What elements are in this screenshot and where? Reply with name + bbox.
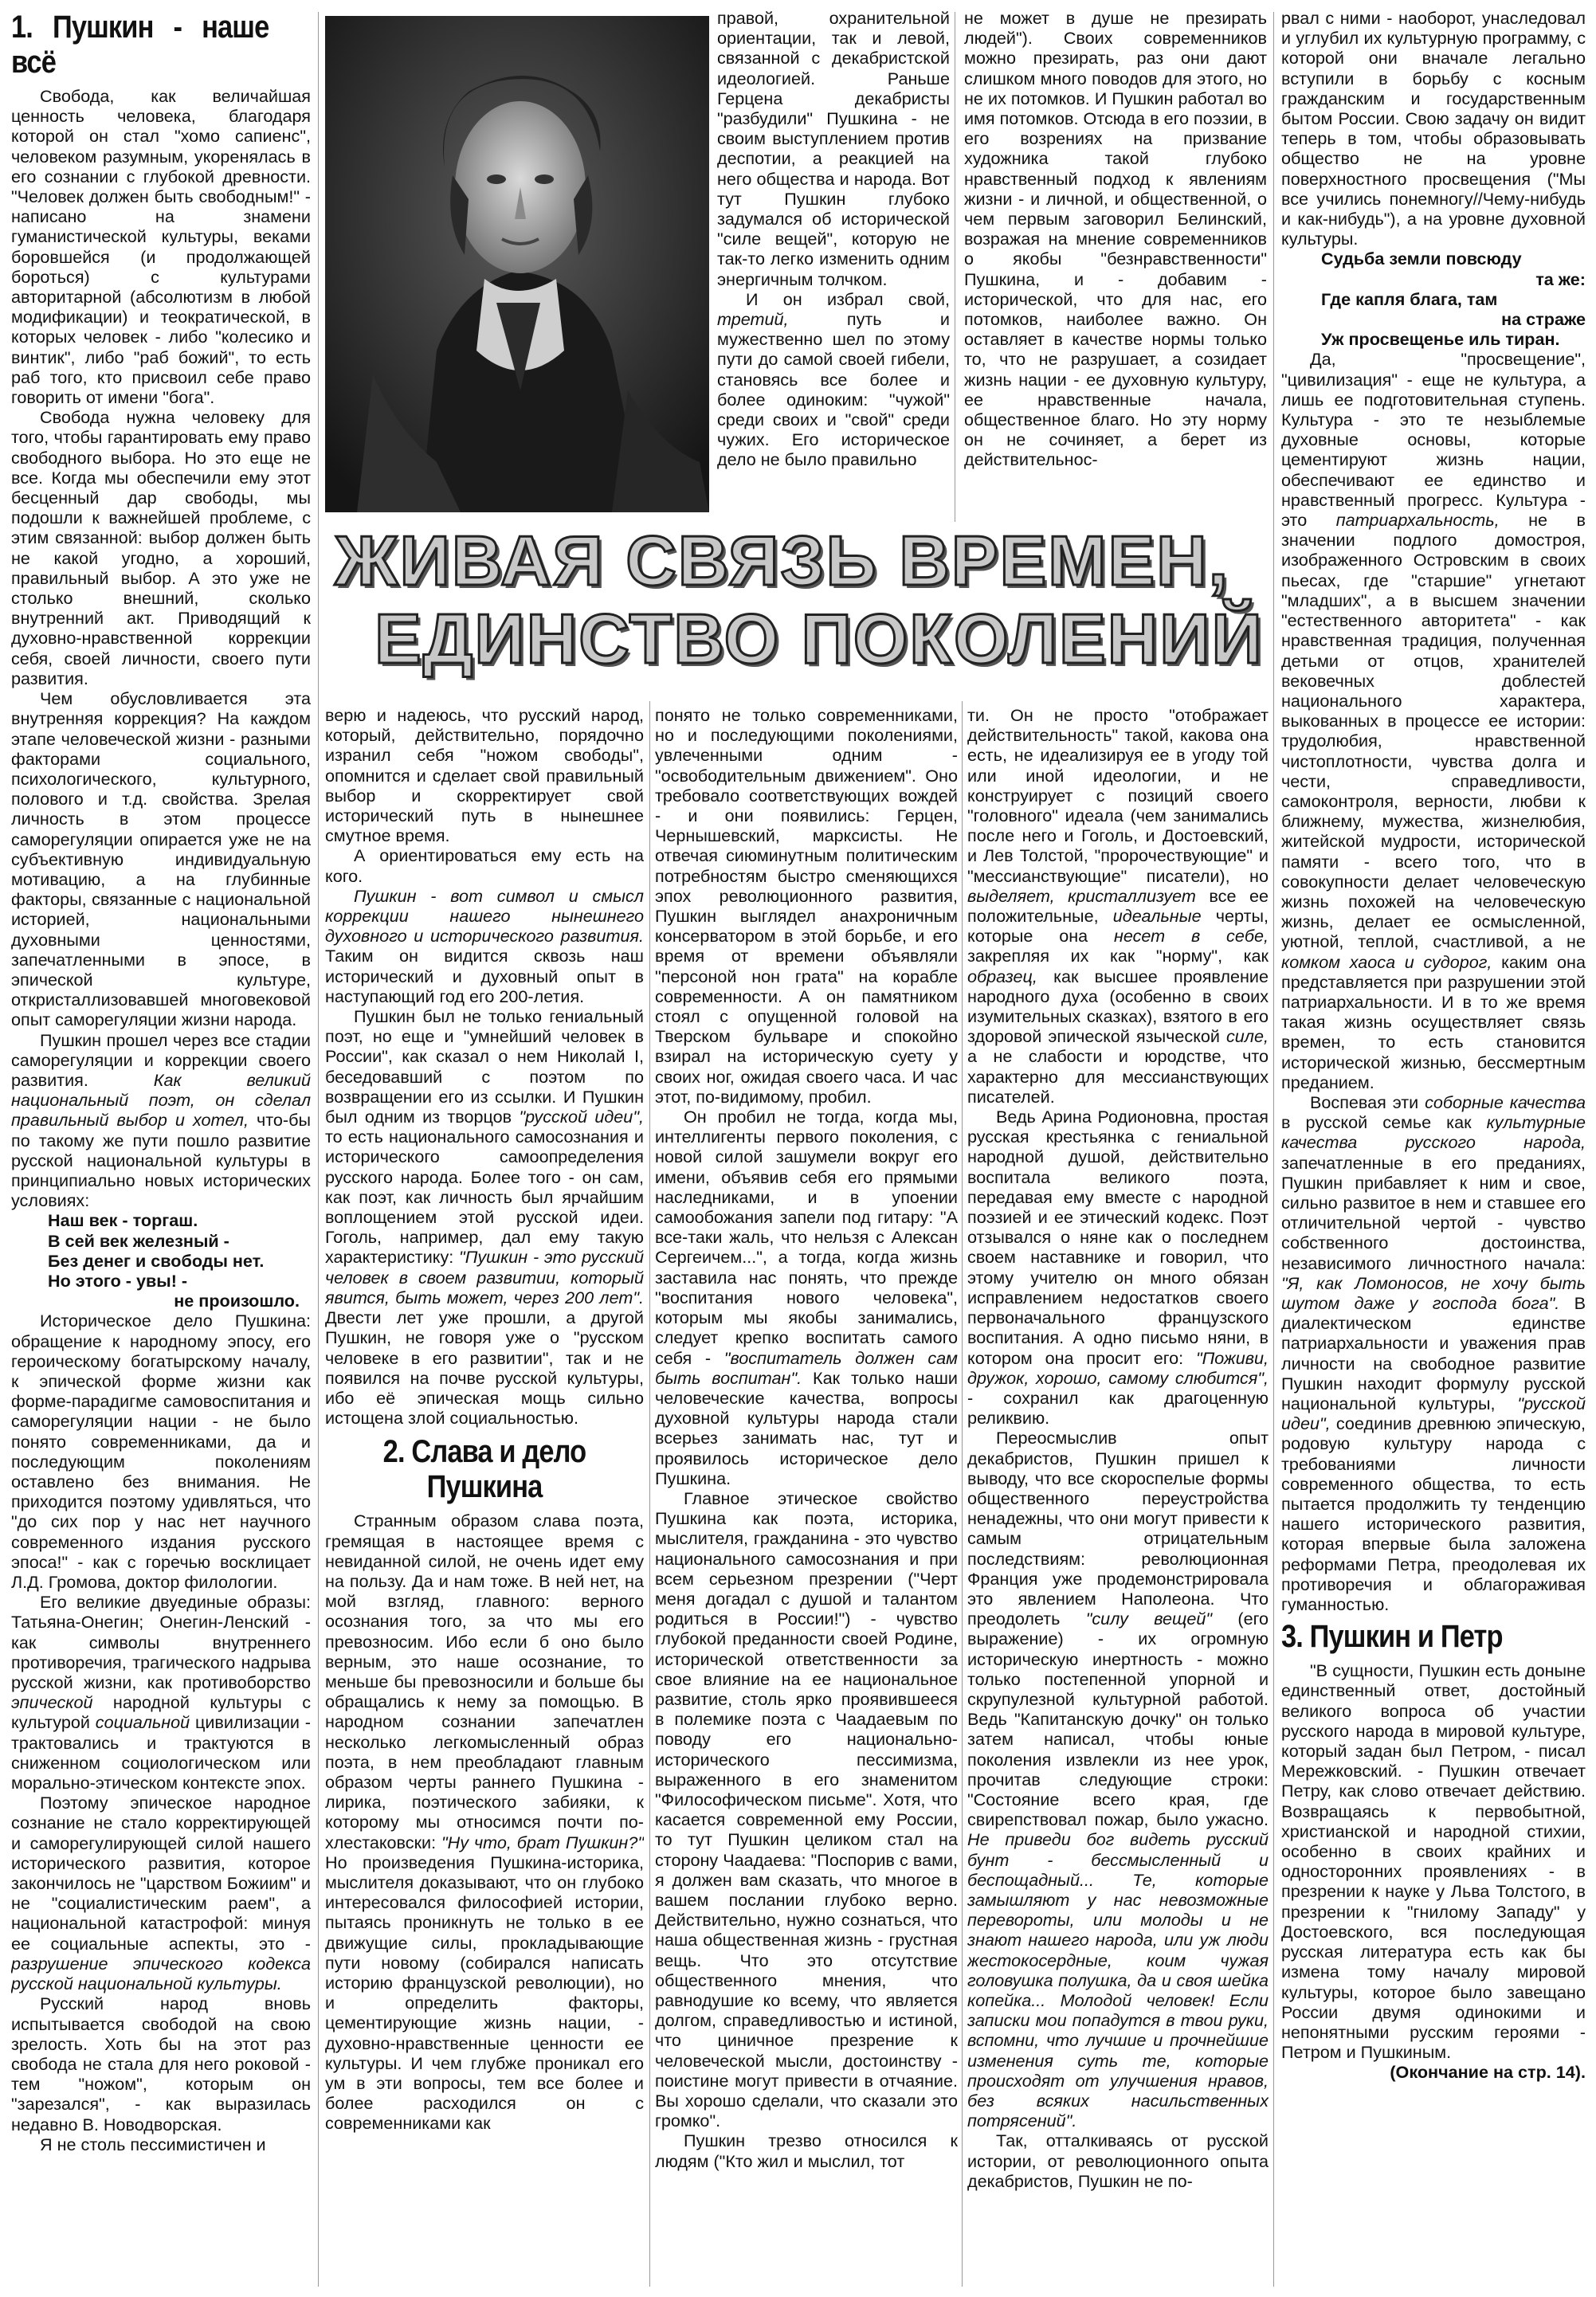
paragraph: А ориентироваться ему есть на кого. xyxy=(325,845,644,886)
paragraph: понято не только современниками, но и последующими поколениями, увлеченными одним - "освободительным движением". Оно требовало соответствующих вождей - и они появились: Герцен, Чернышевский, марксисты. Не отвечая сиюминутным политическим потребностям быстро сменяющихся эпох революционного развития, Пушкин выглядел анахроничным консерватором в этой борьбе, и его время от времени объявляли "персоной нон грата" на корабле современности. А он памятником стоял с опущенной головой на Тверском бульваре и спокойно взирал на историческую суету у своих ног, ожидая своего часа. И час этот, по-видимому, пробил. xyxy=(655,705,958,1107)
paragraph: не может в душе не презирать людей"). Своих современников можно презирать, раз они дают слишком много поводов для этого, но не их потомков. И Пушкин работал во имя потомков. Отсюда в его поэзии, в его возрениях на призвание художника такой глубоко нравственный подход к явлениям жизни - и личной, и общественной, о чем первым заговорил Белинский, возражая на мнение современников о якобы "безнравственности" Пушкина, и - добавим - исторической, что для нас, его потомков, наиболее важно. Он оставляет в качестве нормы только то, что не разрушает, а созидает жизнь нации - ее духовную культуру, ее нравственные начала, общественное благо. Но эту норму он не сочиняет, а берет из действительнос- xyxy=(964,8,1267,470)
pushkin-portrait-icon xyxy=(325,16,709,512)
verse-line: Без денег и свободы нет. xyxy=(48,1250,265,1271)
section-2-title: 2. Слава и дело Пушкина xyxy=(382,1434,586,1505)
paragraph: Свобода нужна человеку для того, чтобы гарантировать ему право свободного выбора. Но это еще не все. Когда мы обеспечили ему этот бесценный дар свободы, мы подошли к важнейшей проблеме, с этим связанной: выбор должен быть не какой угодно, а хороший, правильный выбор. А это уже не столько внешний, сколько внутренний акт. Приводящий к духовно-нравственной коррекции себя, своей личности, своего пути развития. xyxy=(11,407,311,688)
paragraph: Ведь Арина Родионовна, простая русская крестьянка с гениальной народной душой, действительно воспитала великого поэта, передавая ему вместе с народной поэзией и ее этический кодекс. Поэт отзывался о няне как о последнем своем наставнике и говорил, что этому учителю он много обязан исправлением недостатков своего первоначального французского воспитания. А одно письмо няни, в котором она просит его: "Поживи, дружок, хорошо, самому слюбится", - сохранил как драгоценную реликвию. xyxy=(967,1107,1269,1429)
paragraph: Так, отталкиваясь от русской истории, от революционного опыта декабристов, Пушкин не по- xyxy=(967,2130,1269,2191)
column-lower-2 xyxy=(655,705,958,2291)
portrait-drawing xyxy=(325,16,709,512)
verse-line: Уж просвещенье иль тиран. xyxy=(1321,329,1560,350)
paragraph: "В сущности, Пушкин есть доныне единственный ответ, достойный великого вопроса об участии русского народа в мировой культуре, который задан был Петром, - писал Мережковский. - Пушкин отвечает Петру, как слово отвечает действию. Возвращаясь к первобытной, христианской и народной стихии, особенно в своих крайних и односторонних проявлениях - в презрении к науке у Льва Толстого, в презрении к "гнилому Западу" у Достоевского, вся последующая русская литература есть как бы измена тому началу мировой культуры, которое было завещано России двумя одинокими и непонятными русским героями - Петром и Пушкиным. xyxy=(1281,1660,1586,2063)
section-3-title: 3. Пушкин и Петр xyxy=(1281,1619,1503,1655)
paragraph: Свобода, как величайшая ценность человека, благодаря которой он стал "хомо сапиенс", человеком разумным, укоренялась в его сознании с глубокой древности. "Человек должен быть свободным!" - написано на знамени гуманистической культуры, веками боровшейся (и продолжающей бороться) с культурами авторитарной (абсолютизм в любой модификации) и теократической, в которых человек - либо "колесико и винтик", либо "раб божий", то есть раб того, кто присвоил себе право говорить от имени "бога". xyxy=(11,86,311,408)
paragraph: И он избрал свой, третий, путь и мужественно шел по этому пути до самой своей гибели, становясь все более и более одиноким: "чужой" среди своих и "свой" среди чужих. Его историческое дело не было правильно xyxy=(717,288,950,470)
column-lower-1 xyxy=(325,705,644,2291)
paragraph: рвал с ними - наоборот, унаследовал и углубил их культурную программу, с которой они вначале легально вступили в борьбу с косным гражданским и государственным бытом России. Свою задачу он видит теперь в том, чтобы образовывать общество не на уровне поверхностного просвещения ("Мы все учились понемногу//Чему-нибудь и как-нибудь"), а на уровне духовной культуры. xyxy=(1281,8,1586,249)
paragraph: Я не столь пессимистичен и xyxy=(40,2134,266,2154)
column-1 xyxy=(11,8,311,2291)
paragraph: Да, "просвещение", "цивилизация" - еще не культура, а лишь ее подготовительная ступень. Культура - это те незыблемые духовные основы, которые цементируют жизнь нации, обеспечивают ее единство и нравственный прогресс. Культура - это патриархальность, не в значении подлого домостроя, изображенного Островским в своих пьесах, где "старшие" угнетают "младших", а в высшем значении "естественного авторитета" - как нравственная традиция, полученная детьми от отцов, хранителей вековечных доблестей национального характера, выкованных в процессе ее истории: трудолюбия, нравственной чистоплотности, чувства долга и чести, справедливости, самоконтроля, верности, любви к ближнему, мужества, жизнелюбия, житейской мудрости, исторической памяти - всего того, что в совокупности делает человеческую жизнь похожей на человеческую жизнь, делает ее осмысленной, уютной, теплой, счастливой, а не комком хаоса и судорог, каким она представляется при разрушении этой патриархальности. И в то же время такая жизнь осуществляет связь времен, то есть становится исторической жизнью, бессмертным преданием. xyxy=(1281,349,1586,1092)
paragraph: Поэтому эпическое народное сознание не стало корректирующей и саморегулирующей силой нашего исторического развития, которое закончилось не "царством Божиим" и не "социалистическим раем", а национальной катастрофой: минуя ее социальные аспекты, это - разрушение эпического кодекса русской национальной культуры. xyxy=(11,1793,311,1994)
paragraph: Странным образом слава поэта, гремящая в настоящее время с невиданной силой, не очень идет ему на пользу. Да и нам тоже. В ней нет, на мой взгляд, главного: верного осознания того, за что мы его превозносим. Ибо если б оно было верным, это наше осознание, то меньше бы превозносили и больше бы обращались к нему за помощью. В народном сознании запечатлен несколько легкомысленный образ поэта, в нем преобладают главным образом черты раннего Пушкина - лирика, поэтического забияки, к которому мы относимся почти по-хлестаковски: "Ну что, брат Пушкин?" Но произведения Пушкина-историка, мыслителя доказывают, что он глубоко интересовался философией истории, пытаясь проникнуть не только в ее движущие силы, прокладывающие пути новому (собирался написать историю французской революции), но и определить факторы, цементирующие жизнь нации, - духовно-нравственные ценности ее культуры. И чем глубже проникал его ум в эти вопросы, тем все более и более расходился он с современниками как xyxy=(325,1511,644,2134)
verse-quote xyxy=(11,1210,311,1311)
paragraph: Пушкин прошел через все стадии саморегуляции и коррекции своего развития. Как великий национальный поэт, он сделал правильный выбор и хотел, что-бы по такому же пути пошло развитие русской национальной культуры в принципиально новых исторических условиях: xyxy=(11,1029,311,1211)
verse-line: на страже xyxy=(1501,309,1586,330)
paragraph: Пушкин трезво относился к людям ("Кто жил и мыслил, тот xyxy=(655,2130,958,2171)
verse-line: В сей век железный - xyxy=(48,1230,229,1251)
verse-line: Где капля блага, там xyxy=(1321,288,1498,309)
column-3-top xyxy=(964,8,1267,522)
verse-line: Судьба земли повсюду xyxy=(1321,249,1522,269)
paragraph: верю и надеюсь, что русский народ, который, действительно, порядочно изранил себя "ножом свободы", опомнится и сделает свой правильный выбор и скорректирует свой исторический путь в нынешнее смутное время. xyxy=(325,705,644,846)
verse-line: Но этого - увы! - xyxy=(48,1270,188,1291)
column-rule xyxy=(962,701,963,2287)
paragraph: Чем обусловливается эта внутренняя коррекция? На каждом этапе человеческой жизни - разными факторами социального, психологического, культурного, полового и т.д. свойства. Зрелая личность в этом процессе саморегуляции опирается уже не на субъективную индивидуальную мотивацию, а на глубинные факторы, связанные с национальной историей, национальными духовными ценностями, запечатленными в эпосе, в эпической культуре, откристаллизовавшей многовековой опыт саморегуляции жизни народа. xyxy=(11,688,311,1030)
verse-line: та же: xyxy=(1535,269,1586,289)
paragraph: Историческое дело Пушкина: обращение к народному эпосу, его героическому богатырскому началу, к эпической форме жизни как форме-парадигме самовоспитания и саморегуляции нации - не было понято современниками, да и последующим поколениям оставлено без внимания. Не приходится поэтому удивляться, что "до сих пор у нас нет научного современного издания русского эпоса!" - как с горечью восклицает Л.Д. Громова, доктор филологии. xyxy=(11,1311,311,1593)
column-4 xyxy=(1281,8,1586,2291)
section-1-title: 1. Пушкин - наше всё xyxy=(11,10,269,80)
verse-line: Наш век - торгаш. xyxy=(48,1210,198,1231)
paragraph: правой, охранительной ориентации, так и левой, связанной с декабристской идеологией. Раньше Герцена декабристы "разбудили" Пушкина - не своим выступлением против деспотии, а реакцией на него общества и народа. Вот тут Пушкин глубоко задумался об исторической "силе вещей", которую не так-то легко изменить одним энергичным толчком. xyxy=(717,8,950,289)
column-lower-3 xyxy=(967,705,1269,2291)
paragraph: Его великие двуединые образы: Татьяна-Онегин; Онегин-Ленский - как символы внутреннего противоречия, трагического надрыва русской жизни, как противоборство эпической народной культуры с культурой социальной цивилизации - трактовались и трактуются в сниженном социологическом или морально-этическом контексте эпох. xyxy=(11,1592,311,1793)
column-rule xyxy=(1273,12,1274,2287)
paragraph: Пушкин был не только гениальный поэт, но еще и "умнейший человек в России", как сказал о нем Николай I, беседовавший с поэтом по возвращении его из ссылки. И Пушкин был одним из творцов "русской идеи", то есть национального самосознания и исторического самоопределения русского народа. Более того - он сам, как поэт, как личность был ярчайшим воплощением этой русской идеи. Гоголь, например, дал ему такую характеристику: "Пушкин - это русский человек в своем развитии, который явится, быть может, через 200 лет". Двести лет уже прошли, а другой Пушкин, не говоря уже о "русском человеке в его развитии", так и не появился на почве русской культуры, ибо её эпическая мощь сильно истощена злой социальностью. xyxy=(325,1006,644,1429)
paragraph: Главное этическое свойство Пушкина как поэта, историка, мыслителя, гражданина - это чувство национального самосознания и при всем серьезном презрении ("Черт меня догадал с душой и талантом родиться в России!") - чувство глубокой преданности своей Родине, исторической ответственности за свое влияние на ее национальное развитие, столь ярко проявившееся в полемике поэта с Чаадаевым по поводу его национально-исторического пессимизма, выраженного в его знаменитом "Философическом письме". Хотя, что касается современной ему России, то тут Пушкин целиком стал на сторону Чаадаева: "Поспорив с вами, я должен вам сказать, что многое в вашем послании глубоко верно. Действительно, нужно сознаться, что наша общественная жизнь - грустная вещь. Что это отсутствие общественного мнения, что равнодушие ко всему, что является долгом, справедливостью и истиной, что циничное презрение к человеческой мысли, достоинству - поистине могут привести в отчаяние. Вы хорошо сделали, что сказали это громко". xyxy=(655,1488,958,2131)
paragraph: ти. Он не просто "отображает действительность" такой, какова она есть, не идеализируя ее в угоду той или иной идеологии, и не конструирует с позиций своего "головного" идеала (чем занимались после него и Гоголь, и Достоевский, и Лев Толстой, "пророчествующие" и "мессианствующие" писатели), но выделяет, кристаллизует все ее положительные, идеальные черты, которые она несет в себе, закрепляя их как "норму", как образец, как высшее проявление народного духа (особенно в своих изумительных сказках), взятого в его здоровой эпической языческой силе, а не слабости и юродстве, что характерно для мессианствующих писателей. xyxy=(967,705,1269,1107)
headline-line-2: ЕДИНСТВО ПОКОЛЕНИЙ xyxy=(374,599,1264,678)
column-rule xyxy=(649,701,650,2287)
paragraph: Русский народ вновь испытывается свободой на свою зрелость. Хоть бы на этот раз свобода не стала для него роковой - тем "ножом", которым он "зарезался", - как выразилась недавно В. Новодворская. xyxy=(11,1993,311,2134)
verse-quote xyxy=(1281,249,1586,349)
headline xyxy=(335,522,1265,701)
paragraph: Пушкин - вот символ и смысл коррекции нашего нынешнего духовного и исторического развития. Таким он видится сквозь наш исторический и духовный опыт в наступающий год его 200-летия. xyxy=(325,885,644,1006)
column-rule xyxy=(318,12,319,2287)
headline-line-1: ЖИВАЯ СВЯЗЬ ВРЕМЕН, xyxy=(335,521,1230,600)
continuation-note: (Окончание на стр. 14). xyxy=(1390,2062,1586,2083)
paragraph: Переосмыслив опыт декабристов, Пушкин пришел к выводу, что все скороспелые формы общественного переустройства ненадежны, что они могут привести к самым отрицательным последствиям: революционная Франция уже продемонстрировала это явлением Наполеона. Что преодолеть "силу вещей" (его выражение) - их огромную историческую инертность - можно только постепенной упорной и скрупулезной культурной работой. Ведь "Капитанскую дочку" он только затем написал, чтобы юные поколения извлекли из нее урок, прочитав следующие строки: "Состояние всего края, где свирепствовал пожар, было ужасно. Не приведи бог видеть русский бунт - бессмысленный и беспощадный... Те, которые замышляют у нас невозможные перевороты, или молоды и не знают нашего народа, или уж люди жестокосердные, коим чужая головушка полушка, да и своя шейка копейка... Молодой человек! Если записки мои попадутся в твои руки, вспомни, что лучшие и прочнейшие изменения суть те, которые происходят от улучшения нравов, без всяких насильственных потрясений". xyxy=(967,1428,1269,2131)
paragraph: Он пробил не тогда, когда мы, интеллигенты первого поколения, с новой силой зашумели вокруг его имени, объявив себя его прямыми наследниками, и в упоении самообожания запели под гитару: "А все-таки жаль, что нельзя с Алексан Сергеичем...", а тогда, когда жизнь заставила нас понять, что прежде "воспитания нового человека", которым мы якобы занимались, следует крепко воспитать самого себя - "воспитатель должен сам быть воспитан". Как только наши человеческие качества, вопросы духовной культуры народа стали всерьез занимать нас, тут и проявилось историческое дело Пушкина. xyxy=(655,1107,958,1488)
column-2-top xyxy=(717,8,950,518)
verse-line: не произошло. xyxy=(174,1291,300,1311)
paragraph: Воспевая эти соборные качества в русской семье как культурные качества русского народа, запечатленные в его преданиях, Пушкин прибавляет к ним и свое, сильно развитое в нем и ставшее его отличительной чертой - чувство собственного достоинства, независимого личностного начала: "Я, как Ломоносов, не хочу быть шутом даже у господа бога". В диалектическом единстве патриархальности и уважения прав личности на свободное развитие Пушкин находит формулу русской национальной культуры, "русской идеи", соединив древнюю эпическую, родовую культуру народа с требованиями личности современного общества, то есть пытается продолжить ту тенденцию нашего исторического развития, которая впервые была заложена реформами Петра, преодолевая их противоречия и облагораживая гуманностью. xyxy=(1281,1092,1586,1615)
